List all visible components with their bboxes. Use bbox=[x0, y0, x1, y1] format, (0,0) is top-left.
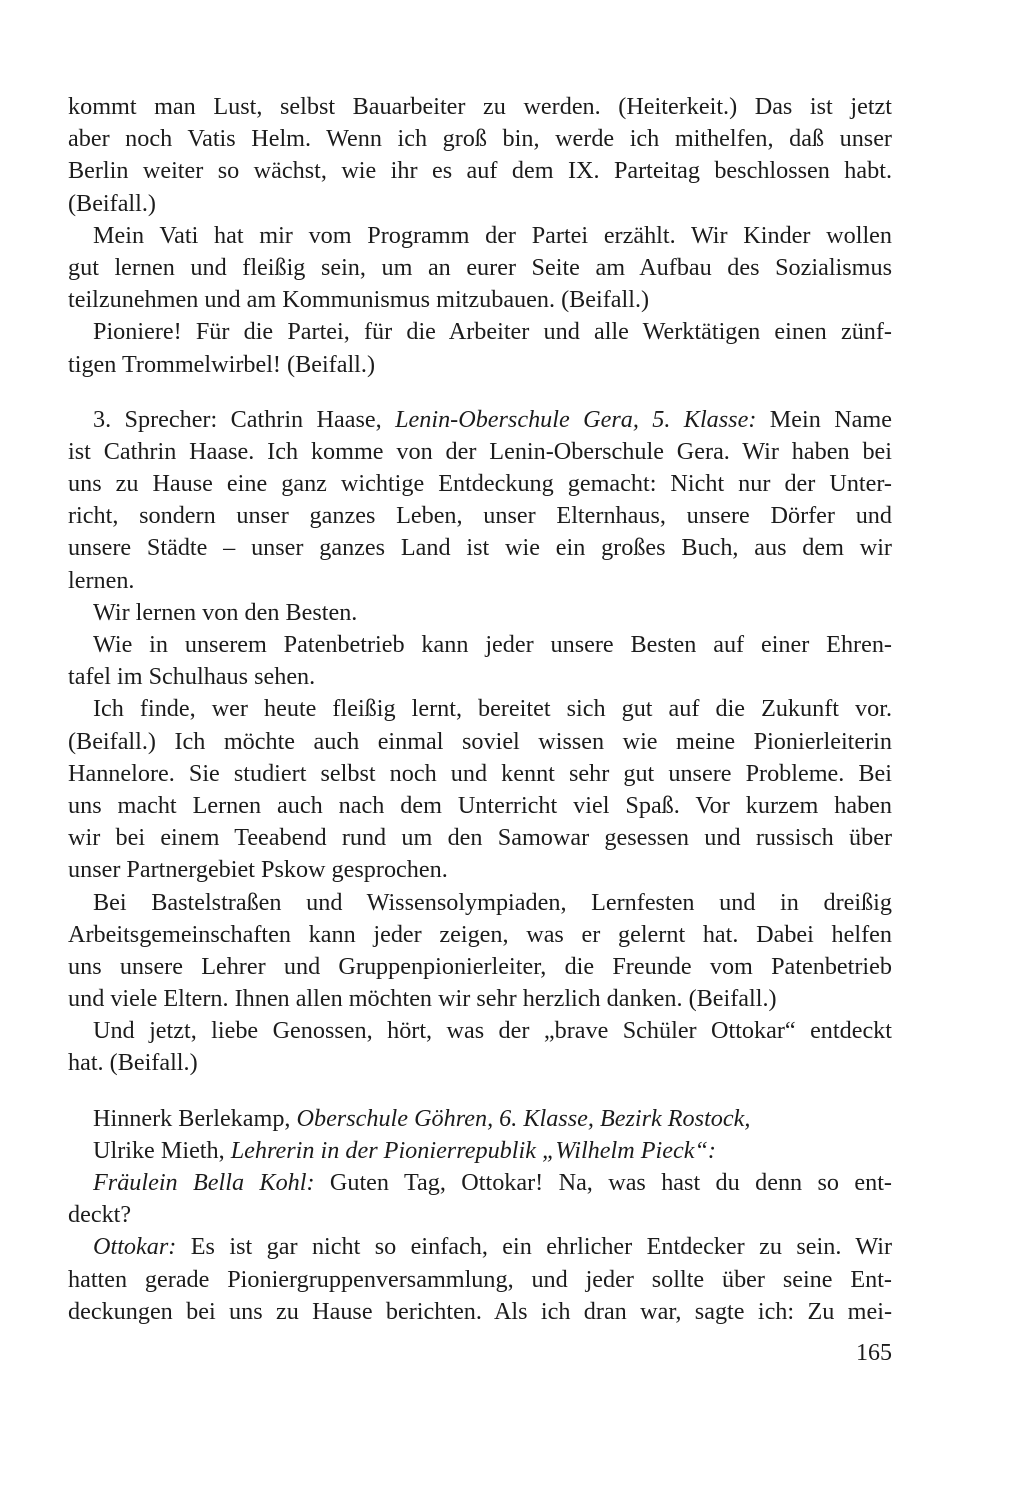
dialog-line bbox=[68, 1231, 892, 1263]
speaker-4-name-1: Hinnerk Berlekamp, bbox=[93, 1104, 297, 1132]
dialog-line: deckungen bei uns zu Hause berichten. Als ich dran war, sagte ich: Zu mei- bbox=[68, 1297, 892, 1325]
speaker-4-affiliation-2: Lehrerin in der Pionierrepublik „Wilhelm Pieck“: bbox=[230, 1136, 716, 1164]
text-line: Berlin weiter so wächst, wie ihr es auf dem IX. Parteitag beschlossen habt. bbox=[68, 157, 892, 185]
speaker-4-affiliation-1: Oberschule Göhren, 6. Klasse, Bezirk Rostock, bbox=[296, 1104, 751, 1132]
text-line: lernen. bbox=[68, 566, 135, 594]
text-line: Bei Bastelstraßen und Wissensolympiaden, Lernfesten und in dreißig bbox=[93, 888, 892, 916]
text-line: teilzunehmen und am Kommunismus mitzubauen. (Beifall.) bbox=[68, 286, 650, 314]
dialog-line: hatten gerade Pioniergruppenversammlung, und jeder sollte über seine Ent- bbox=[68, 1265, 892, 1293]
speaker-3-rest: Mein Name bbox=[756, 405, 892, 433]
paragraph-programm bbox=[68, 220, 892, 317]
text-line: Ich finde, wer heute fleißig lernt, bereitet sich gut auf die Zukunft vor. bbox=[93, 695, 892, 723]
text-line: Und jetzt, liebe Genossen, hört, was der „brave Schüler Ottokar“ entdeckt bbox=[93, 1017, 892, 1045]
speaker-3-heading bbox=[68, 404, 892, 436]
speaker-4-heading-1 bbox=[68, 1103, 892, 1135]
speaker-3-section bbox=[68, 404, 892, 1080]
text-line: tafel im Schulhaus sehen. bbox=[68, 663, 316, 691]
document-page bbox=[68, 91, 892, 1328]
text-line: ist Cathrin Haase. Ich komme von der Lenin-Oberschule Gera. Wir haben bei bbox=[68, 437, 892, 465]
speaker-3-affiliation: Lenin-Oberschule Gera, 5. Klasse: bbox=[395, 405, 757, 433]
text-line: (Beifall.) bbox=[68, 189, 156, 217]
dialog-role-ottokar: Ottokar: bbox=[93, 1233, 177, 1261]
text-line: aber noch Vatis Helm. Wenn ich groß bin, werde ich mithelfen, daß unser bbox=[68, 125, 892, 153]
dialog-role-bella: Fräulein Bella Kohl: bbox=[93, 1169, 315, 1196]
speaker-4-name-2: Ulrike Mieth, bbox=[93, 1136, 231, 1164]
text-line: Pioniere! Für die Partei, für die Arbeiter und alle Werktätigen einen zünf- bbox=[93, 318, 892, 346]
text-line: Wie in unserem Patenbetrieb kann jeder unsere Besten auf einer Ehren- bbox=[93, 631, 892, 658]
text-line: Hannelore. Sie studiert selbst noch und kennt sehr gut unsere Probleme. Bei bbox=[68, 759, 892, 787]
text-line: richt, sondern unser ganzes Leben, unser Elternhaus, unsere Dörfer und bbox=[68, 502, 892, 530]
text-line: tigen Trommelwirbel! (Beifall.) bbox=[68, 350, 375, 378]
dialog-text: Es ist gar nicht so einfach, ein ehrlicher Entdecker zu sein. Wir bbox=[176, 1233, 892, 1261]
paragraph-pioniere bbox=[68, 316, 892, 380]
section-gap bbox=[68, 1080, 892, 1103]
text-line: gut lernen und fleißig sein, um an eurer Seite am Aufbau des Sozialismus bbox=[68, 253, 892, 281]
dialog-line: deckt? bbox=[68, 1201, 132, 1229]
page-number: 165 bbox=[856, 1340, 892, 1366]
dialog-line bbox=[68, 1167, 892, 1199]
text-line: uns macht Lernen auch nach dem Unterricht viel Spaß. Vor kurzem haben bbox=[68, 791, 892, 819]
speaker-3-label: 3. Sprecher: Cathrin Haase, bbox=[93, 405, 396, 433]
section-gap bbox=[68, 381, 892, 404]
text-line: uns zu Hause eine ganz wichtige Entdeckung gemacht: Nicht nur der Unter- bbox=[68, 470, 892, 498]
text-line: und viele Eltern. Ihnen allen möchten wir sehr herzlich danken. (Beifall.) bbox=[68, 985, 777, 1013]
text-line: (Beifall.) Ich möchte auch einmal soviel wissen wie meine Pionierleiterin bbox=[68, 727, 892, 755]
text-line: unsere Städte – unser ganzes Land ist wie ein großes Buch, aus dem wir bbox=[68, 534, 892, 562]
text-line: unser Partnergebiet Pskow gesprochen. bbox=[68, 856, 448, 884]
text-line: Wir lernen von den Besten. bbox=[93, 598, 358, 626]
dialog-text: Guten Tag, Ottokar! Na, was hast du denn so ent- bbox=[314, 1169, 892, 1196]
text-line: kommt man Lust, selbst Bauarbeiter zu werden. (Heiterkeit.) Das ist jetzt bbox=[68, 93, 892, 120]
speaker-4-section bbox=[68, 1103, 892, 1328]
text-line: uns unsere Lehrer und Gruppenpionierleiter, die Freunde vom Patenbetrieb bbox=[68, 952, 892, 980]
text-line: Mein Vati hat mir vom Programm der Partei erzählt. Wir Kinder wollen bbox=[93, 221, 892, 249]
text-line: Arbeitsgemeinschaften kann jeder zeigen, was er gelernt hat. Dabei helfen bbox=[68, 920, 892, 948]
text-line: wir bei einem Teeabend rund um den Samowar gesessen und russisch über bbox=[68, 824, 892, 852]
paragraph-bauarbeiter bbox=[68, 91, 892, 220]
text-line: hat. (Beifall.) bbox=[68, 1049, 198, 1077]
speaker-4-heading-2 bbox=[68, 1135, 892, 1167]
